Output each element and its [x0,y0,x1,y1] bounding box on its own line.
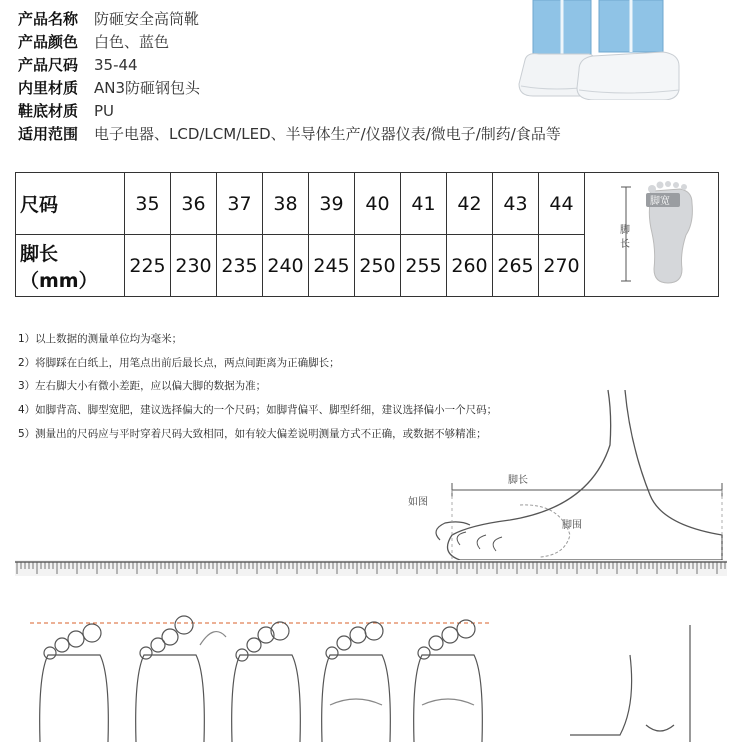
foot-illustration-5 [414,620,483,742]
size-cell: 39 [309,173,355,235]
spec-row [18,77,561,100]
foot-length-label-1: 脚 [619,225,630,236]
foot-measure-cell [585,173,719,297]
spec-row [18,100,561,123]
note-item: 3）左右脚大小有微小差距，应以偏大脚的数据为准； [18,380,267,393]
length-cell: 230 [171,235,217,297]
example-label: 如图 [408,497,428,508]
note-item: 5）测量出的尺码应与平时穿着尺码大致相同，如有较大偏差说明测量方式不正确，或数据不够精准； [18,427,487,440]
foot-length-label-2: 长 [619,239,630,250]
foot-illustration-2 [136,616,226,742]
foot-outline-icon [592,173,712,291]
foot-illustration-3 [232,622,301,742]
size-row [16,173,719,235]
spec-label: 产品尺码 [18,56,79,74]
size-cell: 38 [263,173,309,235]
size-cell: 41 [401,173,447,235]
length-cell: 245 [309,235,355,297]
length-cell: 225 [125,235,171,297]
foot-side-diagram [400,385,730,585]
size-cell: 37 [217,173,263,235]
size-cell: 36 [171,173,217,235]
spec-value: 35-44 [94,56,138,74]
length-cell: 270 [539,235,585,297]
length-header: 脚长（mm） [16,235,125,297]
size-cell: 44 [539,173,585,235]
length-cell: 260 [447,235,493,297]
size-header: 尺码 [16,173,125,235]
spec-value: PU [94,102,115,120]
toe-shape-illustrations [30,615,730,742]
size-cell: 43 [493,173,539,235]
size-table [15,172,719,297]
size-cell: 40 [355,173,401,235]
foot-girth-label: 脚围 [562,520,582,531]
spec-label: 产品名称 [18,10,79,28]
length-cell: 250 [355,235,401,297]
foot-length-diagram-label: 脚长 [508,475,528,486]
foot-illustration-4 [322,622,391,742]
spec-value: 白色、蓝色 [94,33,170,51]
spec-label: 适用范围 [18,125,79,143]
spec-value: 电子电器、LCD/LCM/LED、半导体生产/仪器仪表/微电子/制药/食品等 [94,125,561,143]
boot-product-image [515,0,685,100]
spec-row [18,31,561,54]
length-cell: 265 [493,235,539,297]
spec-label: 产品颜色 [18,33,79,51]
spec-label: 内里材质 [18,79,79,97]
product-specs [18,8,561,146]
spec-row [18,123,561,146]
spec-row [18,54,561,77]
spec-row [18,8,561,31]
note-item: 2）将脚踩在白纸上，用笔点出前后最长点，两点间距离为正确脚长； [18,356,340,369]
foot-arch-illustration [570,625,690,742]
note-item: 1）以上数据的测量单位均为毫米； [18,333,183,345]
spec-value: AN3防砸钢包头 [94,79,201,97]
size-cell: 35 [125,173,171,235]
length-cell: 255 [401,235,447,297]
spec-value: 防砸安全高筒靴 [94,10,200,28]
size-cell: 42 [447,173,493,235]
foot-width-label: 脚宽 [649,196,670,207]
length-cell: 240 [263,235,309,297]
foot-illustration-1 [40,624,109,742]
ruler [15,560,727,576]
spec-label: 鞋底材质 [18,102,79,120]
length-cell: 235 [217,235,263,297]
note-item: 4）如脚背高、脚型宽肥，建议选择偏大的一个尺码；如脚背偏平、脚型纤细，建议选择偏小一个尺码； [18,404,498,417]
right-boot [577,0,679,100]
